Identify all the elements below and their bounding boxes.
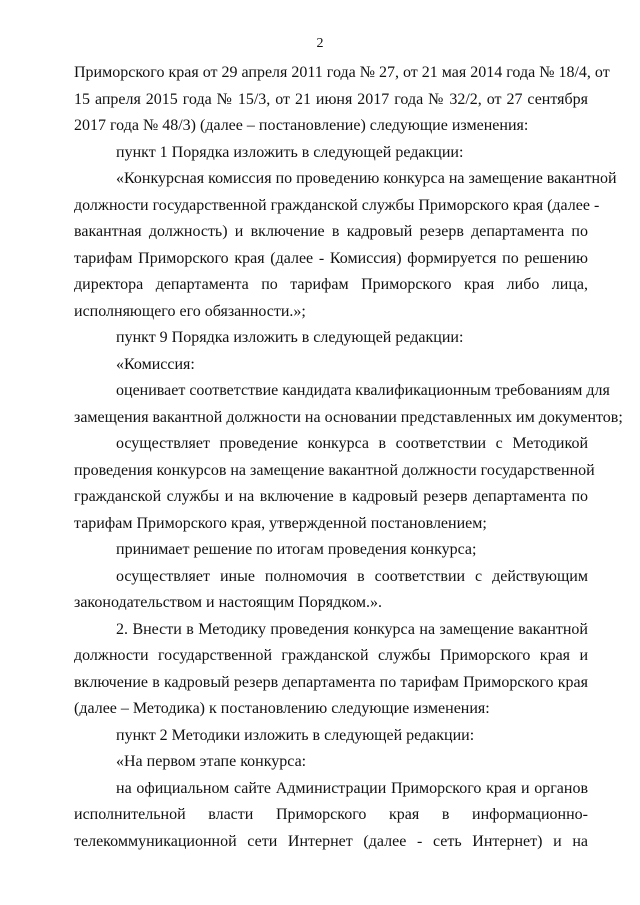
text-line: 2017 года № 48/3) (далее – постановление) следующие изменения:: [74, 117, 529, 134]
text-line: «Комиссия:: [116, 355, 195, 373]
text-line: исполняющего его обязанности.»;: [74, 302, 306, 320]
text-line: Приморского края от 29 апреля 2011 года № 27, от 21 мая 2014 года № 18/4, от: [74, 64, 610, 81]
text-line: (далее – Методика) к постановлению следующие изменения:: [74, 700, 490, 717]
document-body: [74, 60, 623, 855]
text-line: на официальном сайте Администрации Приморского края и органов: [116, 779, 588, 797]
text-line: должности государственной гражданской службы Приморского края и: [74, 647, 588, 664]
text-line: тарифам Приморского края, утвержденной постановлением;: [74, 514, 487, 532]
text-line: законодательством и настоящим Порядком.».: [74, 594, 383, 611]
text-line: директора департамента по тарифам Приморского края либо лица,: [74, 276, 588, 293]
text-line: проведения конкурсов на замещение вакантной должности государственной: [74, 461, 595, 479]
text-line: гражданской службы и на включение в кадровый резерв департамента по: [74, 488, 588, 505]
text-line: замещения вакантной должности на основании представленных им документов;: [74, 408, 623, 426]
text-line: принимает решение по итогам проведения конкурса;: [116, 541, 477, 558]
text-line: осуществляет иные полномочия в соответствии с действующим: [116, 567, 588, 585]
text-line: должности государственной гражданской службы Приморского края (далее -: [74, 196, 600, 214]
text-line: «На первом этапе конкурса:: [116, 753, 307, 770]
text-line: пункт 9 Порядка изложить в следующей редакции:: [116, 329, 464, 346]
text-line: исполнительной власти Приморского края в информационно-: [74, 806, 588, 823]
text-line: 2. Внести в Методику проведения конкурса на замещение вакантной: [116, 620, 588, 638]
text-line: тарифам Приморского края (далее - Комиссия) формируется по решению: [74, 249, 588, 267]
text-line: вакантная должность) и включение в кадровый резерв департамента по: [74, 223, 588, 240]
text-line: «Конкурсная комиссия по проведению конкурса на замещение вакантной: [116, 170, 617, 187]
text-line: оценивает соответствие кандидата квалификационным требованиям для: [116, 382, 610, 399]
text-line: осуществляет проведение конкурса в соответствии с Методикой: [116, 435, 588, 452]
text-line: 15 апреля 2015 года № 15/3, от 21 июня 2017 года № 32/2, от 27 сентября: [74, 90, 588, 108]
text-line: включение в кадровый резерв департамента по тарифам Приморского края: [74, 673, 588, 691]
page-number: 2: [316, 36, 324, 51]
text-line: пункт 2 Методики изложить в следующей редакции:: [116, 726, 475, 744]
text-line: пункт 1 Порядка изложить в следующей редакции:: [116, 143, 464, 161]
text-line: телекоммуникационной сети Интернет (далее - сеть Интернет) и на: [74, 832, 588, 850]
